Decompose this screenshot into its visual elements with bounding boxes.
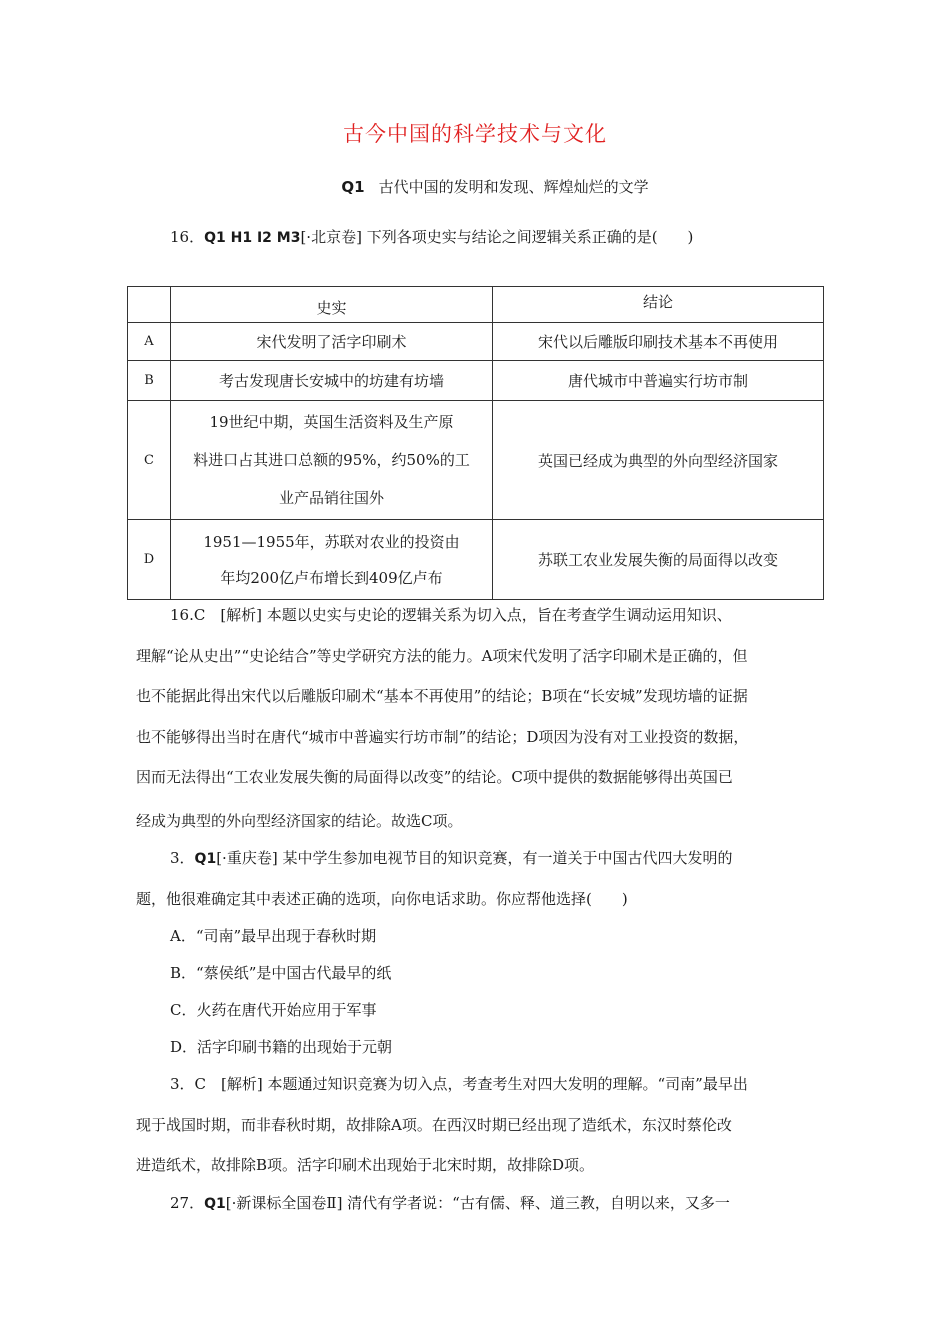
row-conclusion: 唐代城市中普遍实行坊市制	[493, 361, 824, 401]
row-fact: 考古发现唐长安城中的坊建有坊墙	[171, 361, 493, 401]
table-header-blank	[128, 287, 171, 323]
row-fact: 宋代发明了活字印刷术	[171, 323, 493, 361]
row-conclusion: 苏联工农业发展失衡的局面得以改变	[493, 520, 824, 600]
row-conclusion: 宋代以后雕版印刷技术基本不再使用	[493, 323, 824, 361]
option-c: C．火药在唐代开始应用于军事	[170, 1001, 377, 1019]
question-number: 3．	[170, 849, 195, 867]
facts-table	[127, 286, 824, 600]
table-header-conclusion: 结论	[493, 287, 824, 323]
question-3-stem	[170, 848, 860, 869]
question-codes: Q1 H1 I2 M3	[204, 230, 301, 246]
section-text: 古代中国的发明和发现、辉煌灿烂的文学	[378, 178, 649, 196]
answer-16-line: 因而无法得出“工农业发展失衡的局面得以改变”的结论。C项中提供的数据能够得出英国已	[136, 768, 733, 786]
section-subtitle	[0, 176, 950, 197]
question-codes: Q1	[204, 1196, 226, 1212]
table-row	[128, 323, 824, 361]
answer-3-line: 3．C [解析] 本题通过知识竞赛为切入点，考查考生对四大发明的理解。“司南”最早出	[170, 1075, 748, 1093]
row-fact-line: 19世纪中期，英国生活资料及生产原	[209, 413, 454, 431]
table-row	[128, 520, 824, 600]
table-header-row	[128, 287, 824, 323]
row-fact-line: 料进口占其进口总额的95%，约50%的工	[193, 451, 470, 469]
row-fact-line: 1951—1955年，苏联对农业的投资由	[203, 532, 460, 551]
row-label: A	[128, 323, 171, 361]
row-conclusion: 英国已经成为典型的外向型经济国家	[493, 401, 824, 520]
table-row	[128, 361, 824, 401]
row-fact-line: 年均200亿卢布增长到409亿卢布	[220, 568, 443, 587]
answer-16-line: 理解“论从史出”“史论结合”等史学研究方法的能力。A项宋代发明了活字印刷术是正确的，但	[136, 647, 748, 665]
answer-16-line: 也不能据此得出宋代以后雕版印刷术“基本不再使用”的结论；B项在“长安城”发现坊墙的证据	[136, 687, 748, 705]
question-27-stem	[170, 1193, 860, 1214]
answer-16-line: 也不能够得出当时在唐代“城市中普遍实行坊市制”的结论；D项因为没有对工业投资的数据，	[136, 728, 749, 746]
section-code: Q1	[341, 178, 365, 196]
row-label: B	[128, 361, 171, 401]
answer-16-line: 16.C [解析] 本题以史实与史论的逻辑关系为切入点，旨在考查学生调动运用知识、	[170, 606, 732, 624]
answer-16-line: 经成为典型的外向型经济国家的结论。故选C项。	[136, 812, 463, 830]
question-number: 16．	[170, 228, 205, 246]
row-label: C	[128, 401, 171, 520]
option-b: B．“蔡侯纸”是中国古代最早的纸	[170, 964, 392, 982]
answer-3-line: 进造纸术，故排除B项。活字印刷术出现始于北宋时期，故排除D项。	[136, 1156, 595, 1174]
table-row	[128, 401, 824, 520]
question-number: 27．	[170, 1194, 205, 1212]
question-text: [·新课标全国卷Ⅱ] 清代有学者说：“古有儒、释、道三教，自明以来，又多一	[225, 1194, 730, 1212]
question-3-stem-cont: 题，他很难确定其中表述正确的选项，向你电话求助。你应帮他选择( )	[136, 890, 628, 908]
page-title: 古今中国的科学技术与文化	[343, 122, 607, 146]
question-16-stem	[170, 227, 860, 248]
row-fact	[171, 401, 493, 520]
row-label: D	[128, 520, 171, 600]
question-text: [·北京卷] 下列各项史实与结论之间逻辑关系正确的是( )	[300, 228, 694, 246]
row-fact-line: 业产品销往国外	[278, 489, 384, 507]
question-text: [·重庆卷] 某中学生参加电视节目的知识竞赛，有一道关于中国古代四大发明的	[216, 849, 733, 867]
row-fact	[171, 520, 493, 600]
table-header-fact: 史实	[171, 287, 493, 323]
option-a: A．“司南”最早出现于春秋时期	[170, 927, 377, 945]
option-d: D．活字印刷书籍的出现始于元朝	[170, 1038, 393, 1056]
answer-3-line: 现于战国时期，而非春秋时期，故排除A项。在西汉时期已经出现了造纸术，东汉时蔡伦改	[136, 1116, 732, 1134]
question-codes: Q1	[194, 851, 217, 867]
